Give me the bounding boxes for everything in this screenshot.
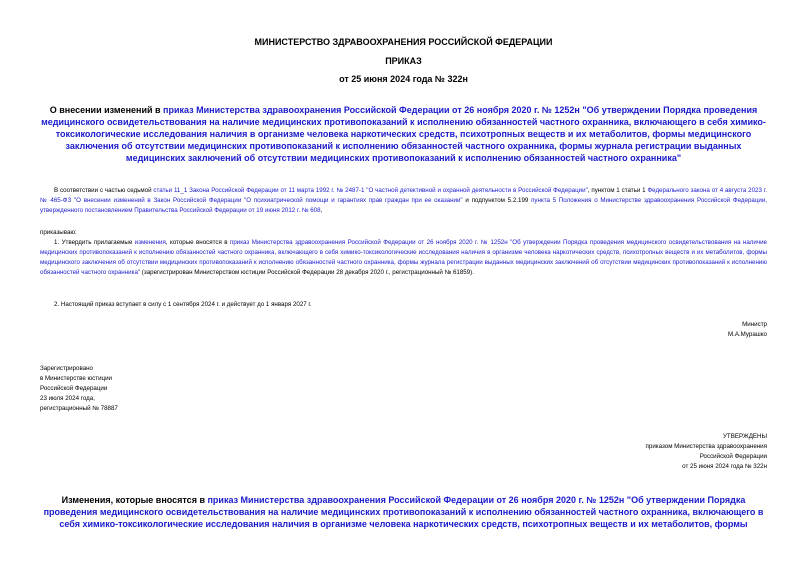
changes-title-link[interactable]: приказ Министерства здравоохранения Российской Федерации от 26 ноября 2020 г. № 1252н "Об утверждении Порядка проведения медицинского освидетельствования на наличие медицинских противопоказаний к исполнению обязанностей частного охранника, включающего в себя химико-токсикологические исследования наличия в организме человека наркотических средств, психотропных веществ и их метаболитов, формы (43, 495, 764, 529)
preamble-text-3: и подпунктом 5.2.199 (462, 197, 532, 204)
preamble-text-4: , (320, 207, 323, 214)
preamble-link-federal-law[interactable]: Федерального закона от 4 августа 2023 г. № 465-ФЗ "О внесении изменений в Закон Российской Федерации "О психиатрической помощи и гарантиях прав граждан при ее оказании" (40, 187, 767, 204)
signature-position: Министр (742, 321, 767, 328)
order-title (40, 104, 767, 164)
preamble-paragraph (40, 186, 767, 216)
registration-line-5: регистрационный № 78887 (40, 405, 118, 412)
item-1-link-order[interactable]: приказ Министерства здравоохранения Российской Федерации от 26 ноября 2020 г. № 1252н "Об утверждении Порядка проведения медицинского освидетельствования на наличие медицинских противопоказаний к исполнению обязанностей частного охранника, включающего в себя химико-токсикологические исследования наличия в организме человека наркотических средств, психотропных веществ и их метаболитов, формы медицинского заключения об отсутствии медицинских противопоказаний к исполнению обязанностей частного охранника, формы журнала регистрации выданных медицинских заключений об отсутствии медицинских противопоказаний к исполнению обязанностей частного охранника" (40, 239, 767, 276)
order-word: приказываю: (40, 229, 77, 236)
registration-line-3: Российской Федерации (40, 385, 108, 392)
item-1-text-2: , которые вносятся в (165, 239, 230, 246)
item-1-text-3: (зарегистрирован Министерством юстиции Российской Федерации 28 декабря 2020 г., регистрационный № 61859). (140, 269, 474, 276)
item-1-text-1: 1. Утвердить прилагаемые (54, 239, 135, 246)
ministry-heading: МИНИСТЕРСТВО ЗДРАВООХРАНЕНИЯ РОССИЙСКОЙ ФЕДЕРАЦИИ (254, 37, 553, 47)
preamble-text-1: В соответствии с частью седьмой (54, 187, 154, 194)
approved-line-4: от 25 июня 2024 года № 322н (682, 463, 767, 470)
registration-line-4: 23 июля 2024 года, (40, 395, 95, 402)
registration-line-1: Зарегистрировано (40, 365, 93, 372)
preamble-link-regulation[interactable]: пункта 5 Положения о Министерстве здравоохранения Российской Федерации, утвержденного постановлением Правительства Российской Федерации от 19 июня 2012 г. № 608 (40, 197, 767, 214)
preamble-text-2: , пунктом 1 статьи 1 (587, 187, 648, 194)
approved-line-3: Российской Федерации (699, 453, 767, 460)
item-1-link-changes[interactable]: изменения (134, 239, 166, 246)
preamble-link-law[interactable]: статьи 11_1 Закона Российской Федерации от 11 марта 1992 г. № 2487-1 "О частной детективной и охранной деятельности в Российской Федерации" (153, 187, 588, 194)
changes-title (40, 494, 767, 530)
doc-type-heading: ПРИКАЗ (385, 56, 422, 66)
order-title-link[interactable]: приказ Министерства здравоохранения Российской Федерации от 26 ноября 2020 г. № 1252н "Об утверждении Порядка проведения медицинского освидетельствования на наличие медицинских противопоказаний к исполнению обязанностей частного охранника, включающего в себя химико-токсикологические исследования наличия в организме человека наркотических средств, психотропных веществ и их метаболитов, формы медицинского заключения об отсутствии медицинских противопоказаний к исполнению обязанностей частного охранника, формы журнала регистрации выданных медицинских заключений об отсутствии медицинских противопоказаний к исполнению обязанностей частного охранника" (41, 105, 766, 163)
approved-line-2: приказом Министерства здравоохранения (645, 443, 767, 450)
signature-name: М.А.Мурашко (727, 331, 767, 338)
item-2-paragraph: 2. Настоящий приказ вступает в силу с 1 сентября 2024 г. и действует до 1 января 2027 г. (54, 301, 312, 308)
item-1-paragraph (40, 238, 767, 278)
order-date-number: от 25 июня 2024 года № 322н (339, 74, 468, 84)
registration-line-2: в Министерстве юстиции (40, 375, 113, 382)
changes-title-prefix: Изменения, которые вносятся в (61, 495, 208, 505)
approved-line-1: УТВЕРЖДЕНЫ (723, 433, 767, 440)
order-title-prefix: О внесении изменений в (49, 105, 164, 115)
